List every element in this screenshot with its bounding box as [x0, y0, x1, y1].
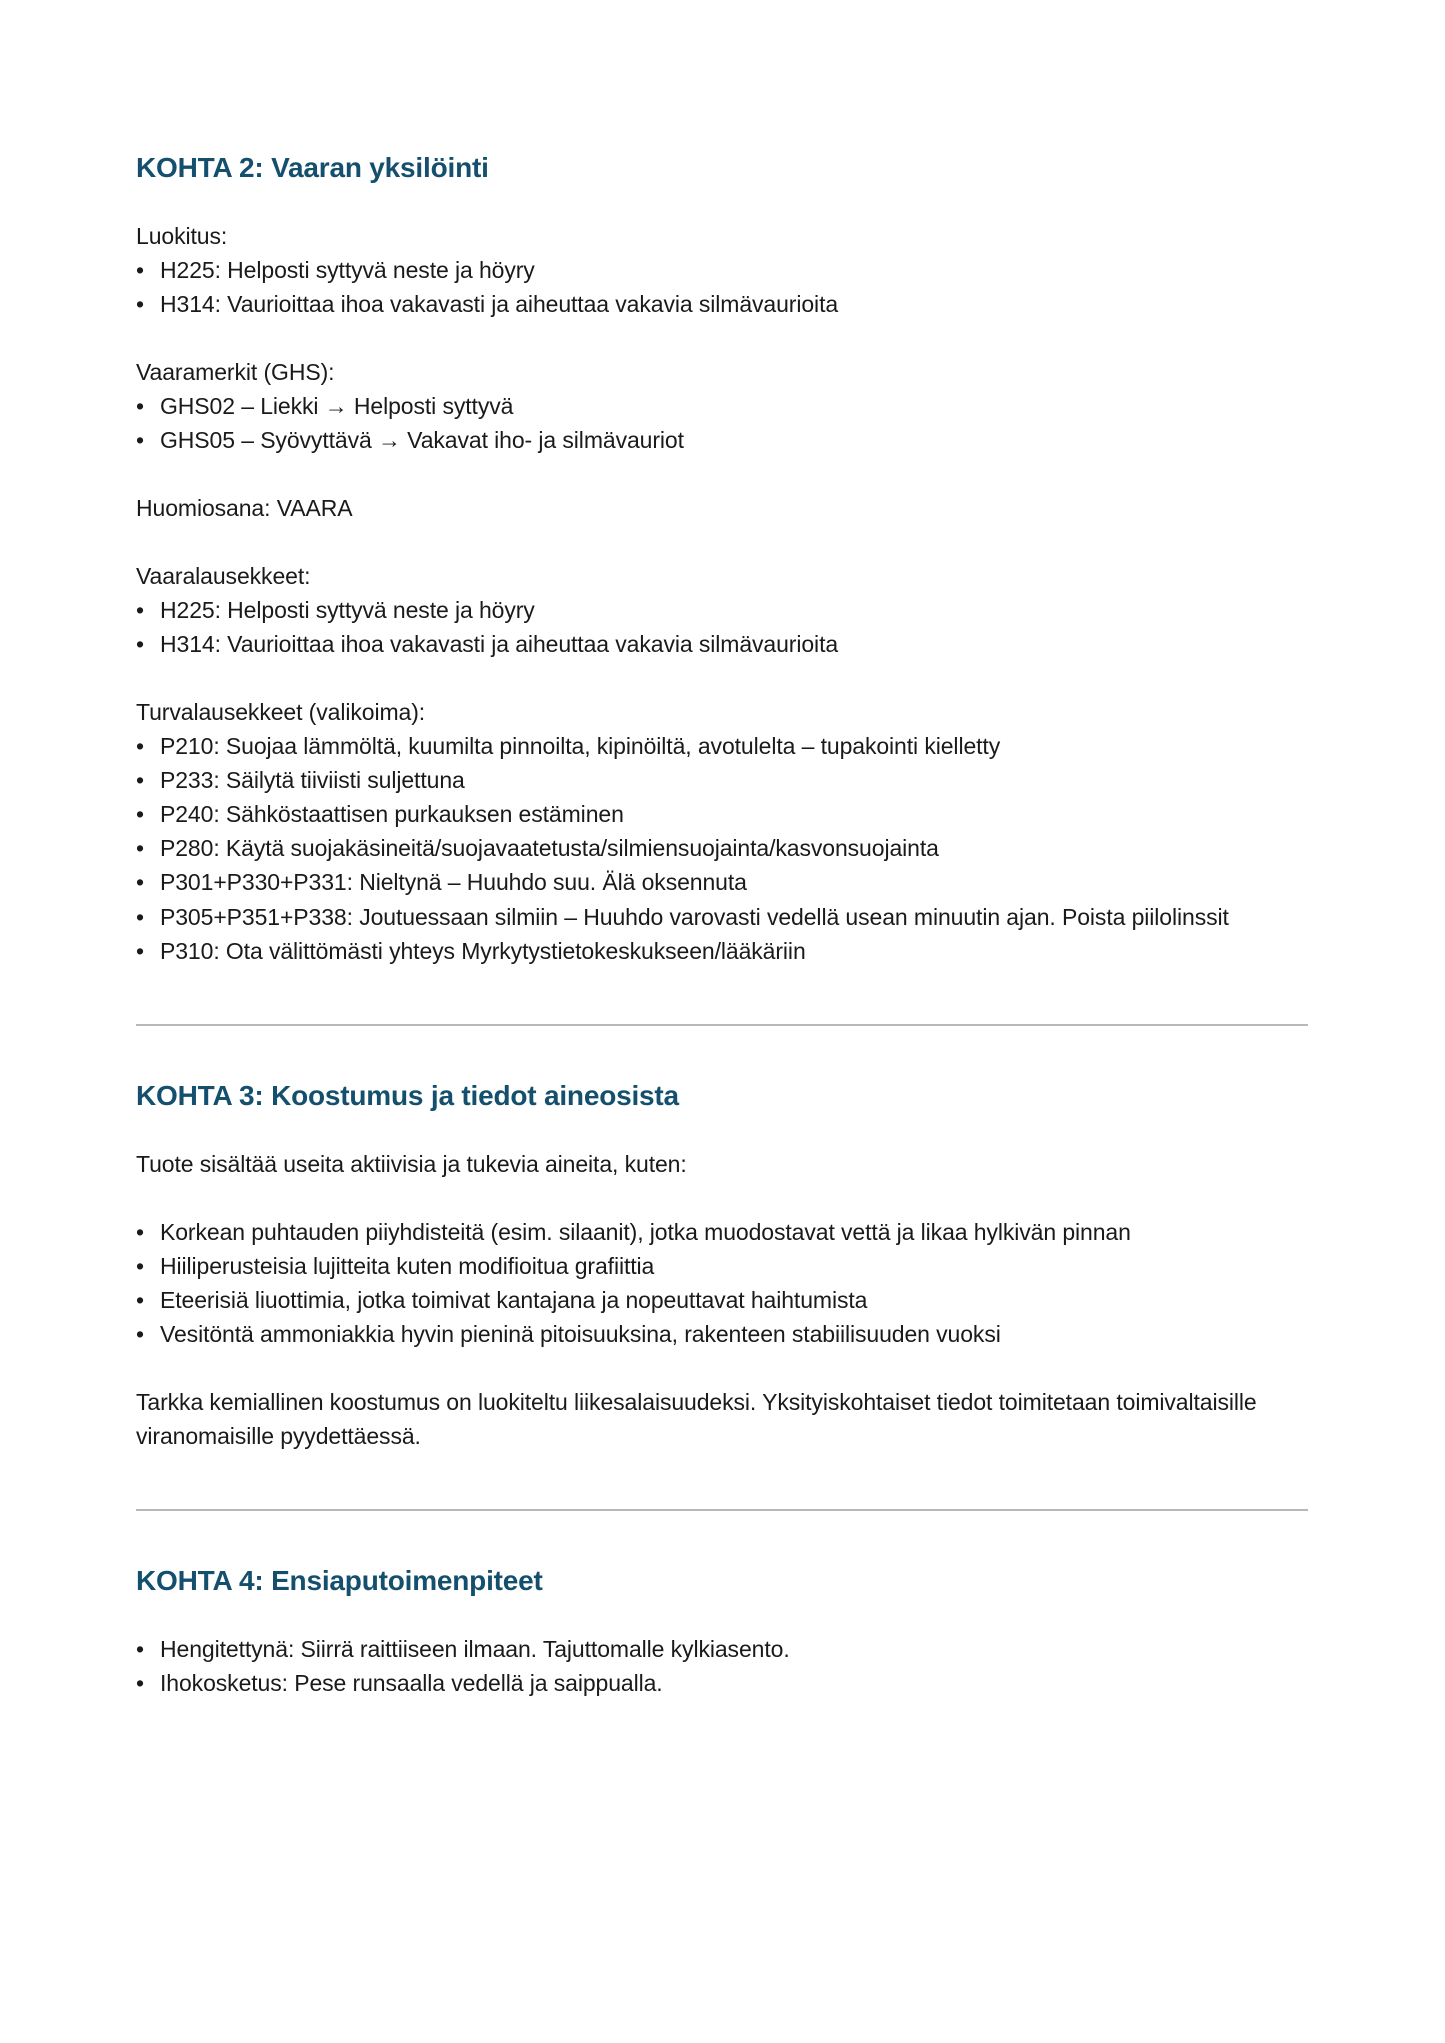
list-item: • Hiiliperusteisia lujitteita kuten modifioitua grafiittia	[136, 1249, 1308, 1283]
section-kohta-4	[136, 1563, 1308, 1700]
precautionary-statements-list	[136, 729, 1308, 967]
list-item: • P240: Sähköstaattisen purkauksen estäminen	[136, 797, 1308, 831]
list-item: • P301+P330+P331: Nieltynä – Huuhdo suu. Älä oksennuta	[136, 865, 1308, 899]
precautionary-statements-label: Turvalausekkeet (valikoima):	[136, 699, 426, 726]
precautionary-statements-block	[136, 695, 1308, 967]
list-item: • Eteerisiä liuottimia, jotka toimivat kantajana ja nopeuttavat haihtumista	[136, 1283, 1308, 1317]
list-item: • GHS05 – Syövyttävä → Vakavat iho- ja silmävauriot	[136, 423, 1308, 457]
list-item: • P280: Käytä suojakäsineitä/suojavaatetusta/silmiensuojainta/kasvonsuojainta	[136, 831, 1308, 865]
signal-word: Huomiosana: VAARA	[136, 495, 353, 522]
list-item: • P310: Ota välittömästi yhteys Myrkytystietokeskukseen/lääkäriin	[136, 934, 1308, 968]
classification-block	[136, 219, 1308, 321]
composition-list	[136, 1215, 1308, 1351]
composition-closing-block	[136, 1385, 1308, 1453]
section-divider	[136, 1024, 1308, 1026]
list-item: • P233: Säilytä tiiviisti suljettuna	[136, 763, 1308, 797]
pictograms-list	[136, 389, 1308, 457]
list-item: • Vesitöntä ammoniakkia hyvin pieninä pitoisuuksina, rakenteen stabiilisuuden vuoksi	[136, 1317, 1308, 1351]
list-item: • Ihokosketus: Pese runsaalla vedellä ja saippualla.	[136, 1666, 1308, 1700]
document-content	[136, 150, 1308, 1700]
list-item: • Korkean puhtauden piiyhdisteitä (esim. silaanit), jotka muodostavat vettä ja likaa hylkivän pinnan	[136, 1215, 1308, 1249]
classification-label: Luokitus:	[136, 223, 228, 249]
signal-word-block	[136, 491, 1308, 525]
hazard-statements-block	[136, 559, 1308, 661]
list-item: • H314: Vaurioittaa ihoa vakavasti ja aiheuttaa vakavia silmävaurioita	[136, 287, 1308, 321]
composition-intro-block	[136, 1147, 1308, 1181]
section-kohta-2	[136, 150, 1308, 968]
section-kohta-3	[136, 1078, 1308, 1453]
pictograms-block	[136, 355, 1308, 457]
list-item: • H314: Vaurioittaa ihoa vakavasti ja aiheuttaa vakavia silmävaurioita	[136, 627, 1308, 661]
section-heading-kohta-3: KOHTA 3: Koostumus ja tiedot aineosista	[136, 1079, 679, 1111]
first-aid-block	[136, 1632, 1308, 1700]
hazard-statements-label: Vaaralausekkeet:	[136, 563, 311, 590]
first-aid-list	[136, 1632, 1308, 1700]
composition-intro: Tuote sisältää useita aktiivisia ja tukevia aineita, kuten:	[136, 1150, 687, 1177]
list-item: • H225: Helposti syttyvä neste ja höyry	[136, 593, 1308, 627]
composition-list-block	[136, 1215, 1308, 1351]
hazard-statements-list	[136, 593, 1308, 661]
section-heading-kohta-2: KOHTA 2: Vaaran yksilöinti	[136, 152, 489, 183]
list-item: • H225: Helposti syttyvä neste ja höyry	[136, 253, 1308, 287]
list-item: • P305+P351+P338: Joutuessaan silmiin – Huuhdo varovasti vedellä usean minuutin ajan. Poista piilolinssit	[136, 900, 1308, 934]
list-item: • GHS02 – Liekki → Helposti syttyvä	[136, 389, 1308, 423]
composition-closing: Tarkka kemiallinen koostumus on luokiteltu liikesalaisuudeksi. Yksityiskohtaiset tiedot toimitetaan toimivaltaisille viranomaisille pyydettäessä.	[136, 1388, 1257, 1449]
pictograms-label: Vaaramerkit (GHS):	[136, 359, 335, 386]
section-heading-kohta-4: KOHTA 4: Ensiaputoimenpiteet	[136, 1564, 543, 1596]
list-item: • Hengitettynä: Siirrä raittiiseen ilmaan. Tajuttomalle kylkiasento.	[136, 1632, 1308, 1666]
section-divider	[136, 1509, 1308, 1511]
list-item: • P210: Suojaa lämmöltä, kuumilta pinnoilta, kipinöiltä, avotulelta – tupakointi kielletty	[136, 729, 1308, 763]
classification-list	[136, 253, 1308, 321]
